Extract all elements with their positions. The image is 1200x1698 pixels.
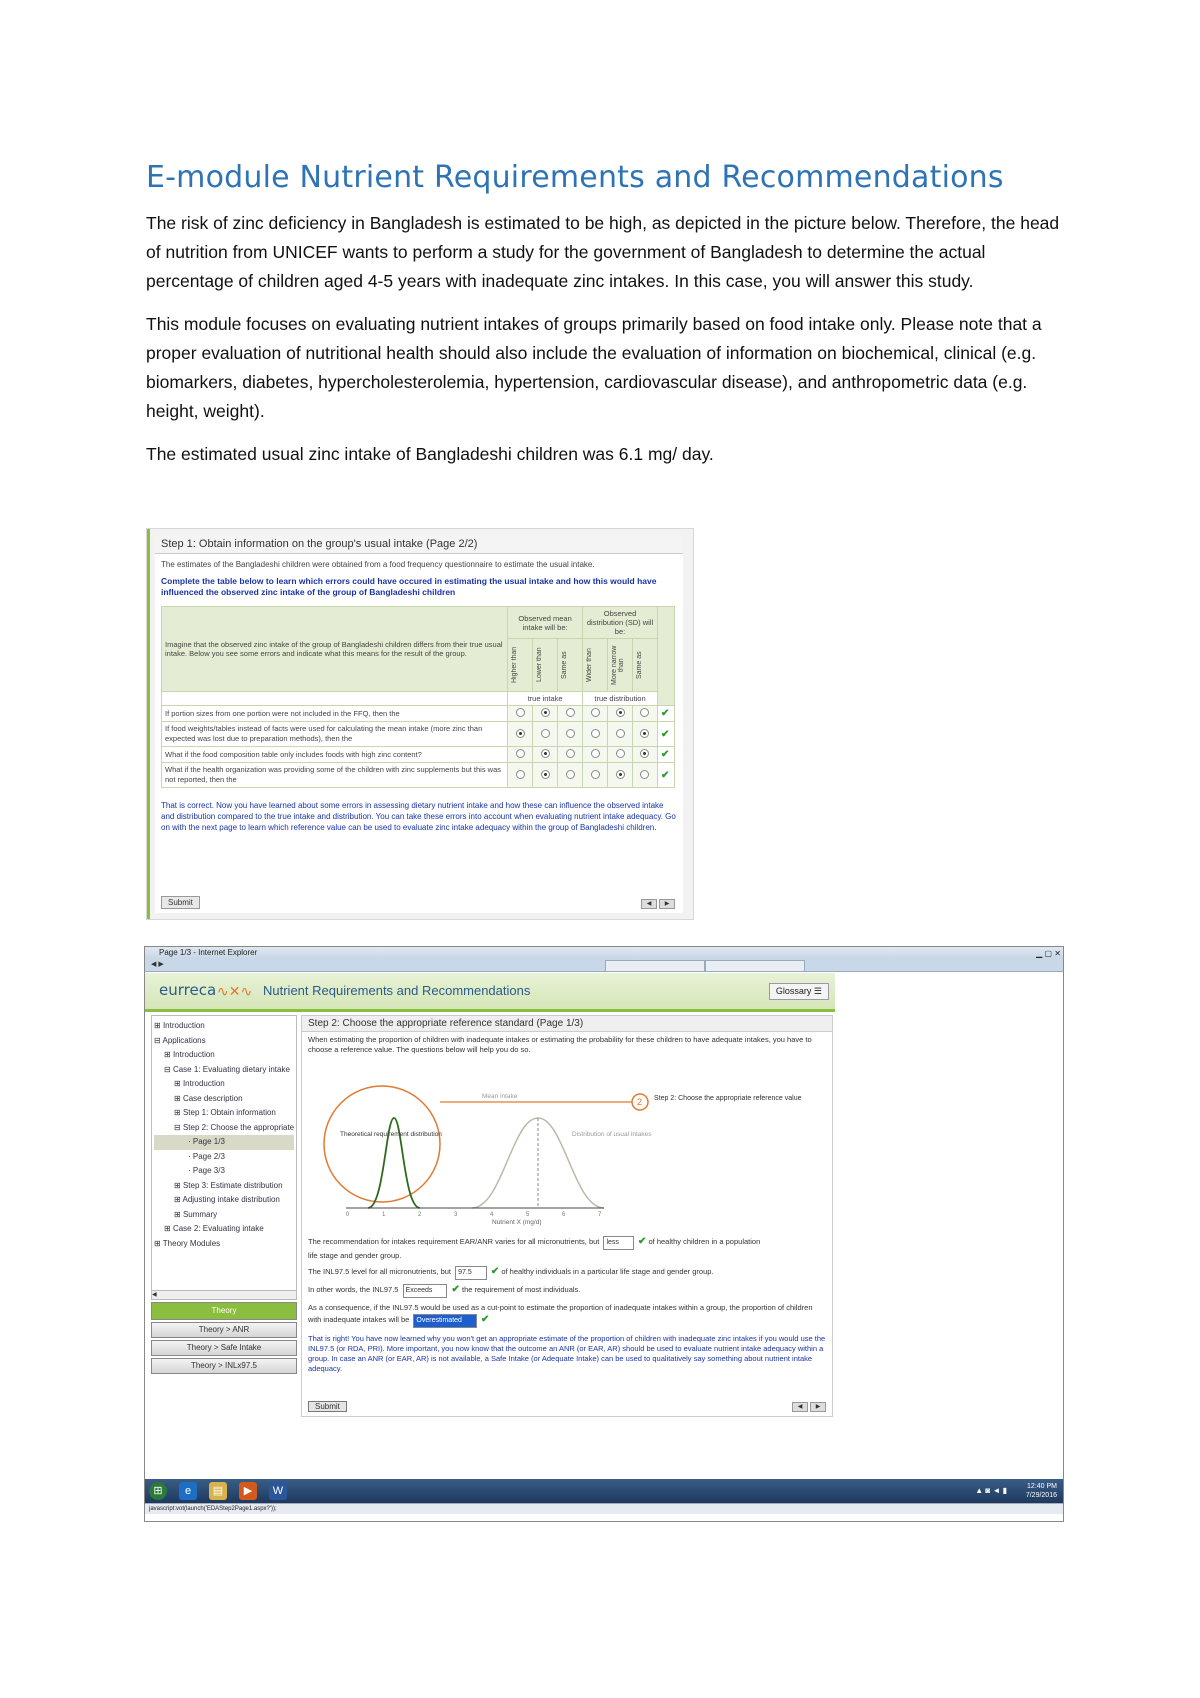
screenshot-step1 — [146, 528, 694, 920]
question-3: In other words, the INL97.5 Exceeds ✔ the requirement of most individuals. — [302, 1284, 832, 1298]
table-header-question: Imagine that the observed zinc intake of the group of Bangladeshi children differs from their true usual intake. Below you see some errors and indicate what this means for the result of the group. — [162, 607, 508, 692]
sub-label: Same as — [636, 651, 643, 679]
q2-dropdown[interactable]: 97.5 — [455, 1266, 487, 1280]
radio-option[interactable] — [616, 729, 625, 738]
tree-item[interactable]: ⊞ Step 3: Estimate distribution — [174, 1180, 283, 1190]
check-icon: ✔ — [660, 708, 670, 719]
q3-dropdown[interactable]: Exceeds — [403, 1284, 448, 1298]
step1-submit-button[interactable]: Submit — [161, 896, 200, 909]
x-tick: 2 — [418, 1212, 422, 1218]
tree-item-selected[interactable]: · Page 1/3 — [154, 1135, 294, 1150]
word-icon[interactable]: W — [269, 1482, 287, 1500]
question-1: The recommendation for intakes requirement EAR/ANR varies for all micronutrients, but less ✔ of healthy children in a population life stage and gender group. — [308, 1236, 761, 1260]
theory-button[interactable]: Theory — [151, 1302, 297, 1320]
x-tick: 0 — [346, 1212, 350, 1218]
glossary-label: Glossary — [775, 986, 812, 996]
paragraph-zinc-intake: The estimated usual zinc intake of Bangladeshi children was 6.1 mg/ day. — [146, 444, 714, 464]
step1-title: Step 1: Obtain information on the group's usual intake (Page 2/2) — [155, 535, 683, 554]
tree-item[interactable]: ⊞ Step 1: Obtain information — [174, 1108, 276, 1117]
radio-option[interactable] — [566, 749, 575, 758]
next-page-icon[interactable]: ▶ — [659, 899, 675, 909]
taskbar-clock[interactable] — [1026, 1482, 1057, 1500]
document-body — [146, 160, 1066, 483]
radio-option[interactable] — [541, 729, 550, 738]
content-pager — [790, 1402, 826, 1412]
step1-panel — [155, 535, 683, 913]
radio-option[interactable] — [591, 729, 600, 738]
table-row — [162, 763, 675, 788]
system-tray-icons[interactable]: ▲ ◙ ◄ ▮ — [975, 1486, 1007, 1495]
radio-option[interactable] — [541, 708, 550, 717]
radio-option[interactable] — [616, 708, 625, 717]
theory-inl-button[interactable]: Theory > INLx97.5 — [151, 1358, 297, 1374]
row-question: If food weights/tables instead of facts were used for calculating the mean intake (more zinc than expected was lost due to preparation methods), then the — [162, 722, 508, 747]
check-icon: ✔ — [481, 1314, 490, 1325]
status-url: javascript:vot(launch('EDAStep2Page1.aspx?')); — [149, 1506, 277, 1512]
tree-item[interactable]: ⊞ Theory Modules — [154, 1238, 221, 1248]
content-submit-button[interactable]: Submit — [308, 1401, 347, 1412]
back-forward-icon[interactable]: ◀ ▶ — [151, 961, 164, 968]
paragraph-intro: The risk of zinc deficiency in Bangladesh is estimated to be high, as depicted in the picture below. Therefore, the head of nutrition from UNICEF wants to perform a study for the government of Bangladesh to determine the actual percentage of children aged 4-5 years with inadequate zinc intakes. In this case, you will answer this study. — [146, 213, 1060, 291]
browser-statusbar — [145, 1503, 1064, 1514]
row-question: If portion sizes from one portion were not included in the FFQ, then the — [162, 706, 508, 722]
app-header — [145, 973, 835, 1012]
sub-label: Lower than — [536, 647, 544, 683]
theory-safe-intake-button[interactable]: Theory > Safe Intake — [151, 1340, 297, 1356]
radio-option[interactable] — [516, 770, 525, 779]
radio-option[interactable] — [640, 770, 649, 779]
q1-dropdown[interactable]: less — [603, 1236, 633, 1250]
next-page-icon[interactable]: ▶ — [810, 1402, 826, 1412]
radio-option[interactable] — [640, 708, 649, 717]
app-title: Nutrient Requirements and Recommendations — [263, 983, 531, 998]
browser-tab[interactable] — [705, 960, 805, 972]
x-tick: 4 — [490, 1212, 494, 1218]
document-heading: E-module Nutrient Requirements and Recommendations — [146, 160, 1004, 195]
tree-item[interactable]: ⊟ Applications — [154, 1035, 206, 1045]
step1-intro: The estimates of the Bangladeshi children were obtained from a food frequency questionnaire to estimate the usual intake. — [161, 560, 595, 569]
browser-toolbar — [145, 959, 1063, 972]
content-intro: When estimating the proportion of children with inadequate intakes or estimating the probability for these children to have adequate intakes, you have to choose a reference value. The questions below will help you do so. — [308, 1035, 812, 1054]
zoom-circle — [324, 1086, 440, 1202]
accent-bar — [147, 529, 150, 919]
error-table — [161, 606, 675, 788]
q4-dropdown[interactable]: Overestimated — [413, 1314, 477, 1328]
theoretical-label: Theoretical requirement distribution — [340, 1131, 442, 1138]
tree-item[interactable]: ⊞ Summary — [174, 1209, 218, 1219]
browser-tab[interactable] — [605, 960, 705, 972]
group-label-sd: Observed distribution (SD) will be: — [583, 607, 658, 639]
media-player-icon[interactable]: ▶ — [239, 1482, 257, 1500]
folder-icon[interactable]: ▤ — [209, 1482, 227, 1500]
x-axis-label: Nutrient X (mg/d) — [492, 1219, 542, 1226]
tree-item[interactable]: · Page 3/3 — [188, 1166, 225, 1175]
tree-item[interactable]: ⊞ Case 2: Evaluating intake — [164, 1224, 264, 1233]
check-icon: ✔ — [660, 749, 670, 760]
windows-taskbar — [145, 1479, 1063, 1503]
radio-option[interactable] — [516, 708, 525, 717]
radio-option[interactable] — [566, 729, 575, 738]
check-icon: ✔ — [490, 1266, 500, 1277]
table-row — [162, 747, 675, 763]
logo-swirl-icon: ∿✕∿ — [217, 983, 253, 999]
marker-label: Mean intake — [482, 1093, 518, 1100]
x-tick: 6 — [562, 1212, 566, 1218]
step1-instruction: Complete the table below to learn which errors could have occured in estimating the usual intake and how this would have influenced the observed zinc intake of the group of Bangladeshi children — [161, 576, 657, 597]
check-icon: ✔ — [451, 1284, 460, 1295]
radio-option[interactable] — [541, 770, 550, 779]
content-panel — [301, 1015, 833, 1417]
radio-option[interactable] — [516, 749, 525, 758]
tree-scrollbar[interactable]: ◀ — [151, 1291, 297, 1300]
prev-page-icon[interactable]: ◀ — [792, 1402, 808, 1412]
clock-date: 7/29/2016 — [1025, 1492, 1057, 1499]
paragraph-module-focus: This module focuses on evaluating nutrient intakes of groups primarily based on food intake only. Please note that a proper evaluation of nutritional health should also include the evaluation of information on biochemical, clinical (e.g. biomarkers, diabetes, hypercholesterolemia, hypertension, cardiovascular disease), and anthropometric data (e.g. height, weight). — [146, 314, 1042, 421]
requirement-diagram — [302, 1058, 830, 1236]
glossary-button[interactable] — [769, 983, 829, 1000]
prev-page-icon[interactable]: ◀ — [641, 899, 657, 909]
content-feedback: That is right! You have now learned why you won't get an appropriate estimate of the proportion of children with inadequate zinc intakes if you would use the INL97.5 (or RDA, PRI). More important, you now know that the outcome an ANR (or EAR, AR) should be used to evaluate nutrient intake adequacy within a group. In case an ANR (or EAR, AR) is not available, a Safe Intake (or Adequate Intake) can be used to qualitatively say something about nutrient intake adequacy. — [308, 1334, 826, 1373]
footer-label-true-intake: true intake — [508, 692, 583, 706]
list-icon: ☰ — [813, 986, 822, 996]
step1-feedback: That is correct. Now you have learned about some errors in assessing dietary nutrient intake and how these can influence the observed intake and distribution compared to the true intake and distribution. You can take these errors into account when evaluating nutrient intake adequacy. Go on with the next page to learn which reference value can be used to evaluate zinc intake adequacy within the group of Bangladeshi children. — [161, 801, 676, 832]
screenshot-step2 — [144, 946, 1064, 1522]
radio-option[interactable] — [591, 770, 600, 779]
tree-item[interactable]: ⊞ Introduction — [174, 1079, 225, 1088]
row-question: What if the food composition table only includes foods with high zinc content? — [162, 747, 508, 763]
step1-pager — [639, 898, 675, 909]
table-row — [162, 706, 675, 722]
tree-item[interactable]: ⊟ Step 2: Choose the appropriate — [174, 1122, 295, 1132]
radio-option[interactable] — [541, 749, 550, 758]
eurreca-logo: eurreca — [159, 981, 217, 999]
window-title: Page 1/3 - Internet Explorer — [159, 948, 258, 957]
question-4: As a consequence, if the INL97.5 would be used as a cut-point to estimate the proportion of inadequate intakes within a group, the proportion of children with inadequate intakes will be Overestimated ✔ — [302, 1302, 832, 1328]
radio-option[interactable] — [616, 749, 625, 758]
radio-option[interactable] — [591, 708, 600, 717]
radio-option[interactable] — [566, 708, 575, 717]
step-number: 2 — [637, 1097, 643, 1107]
sub-label: Higher than — [511, 646, 519, 684]
eurreca-app — [145, 973, 835, 1419]
tree-item[interactable]: ⊞ Case description — [174, 1093, 243, 1103]
question-2: The INL97.5 level for all micronutrients, but 97.5 ✔ of healthy individuals in a particular life stage and gender group. — [302, 1266, 832, 1280]
radio-option[interactable] — [566, 770, 575, 779]
distribution-label: Distribution of usual intakes — [572, 1131, 652, 1138]
x-ticks — [346, 1212, 602, 1218]
sub-label: Same as — [561, 651, 569, 679]
sidebar — [151, 1015, 297, 1415]
radio-option[interactable] — [591, 749, 600, 758]
sub-label: Wider than — [586, 648, 594, 682]
window-controls[interactable]: ▁ ▢ ✕ — [1036, 949, 1061, 958]
navigation-tree — [151, 1015, 297, 1291]
x-tick: 1 — [382, 1212, 386, 1218]
radio-option[interactable] — [640, 749, 649, 758]
footer-label-true-distribution: true distribution — [583, 692, 658, 706]
step-label: Step 2: Choose the appropriate reference value — [654, 1095, 802, 1102]
x-tick: 5 — [526, 1212, 530, 1218]
content-title: Step 2: Choose the appropriate reference standard (Page 1/3) — [302, 1016, 832, 1032]
theory-anr-button[interactable]: Theory > ANR — [151, 1322, 297, 1338]
radio-option[interactable] — [516, 729, 525, 738]
clock-time: 12:40 PM — [1027, 1483, 1057, 1490]
table-row — [162, 722, 675, 747]
sub-label: More narrow than — [611, 645, 626, 685]
internet-explorer-icon[interactable]: e — [179, 1482, 197, 1500]
x-tick: 3 — [454, 1212, 458, 1218]
radio-option[interactable] — [616, 770, 625, 779]
group-label-mean: Observed mean intake will be: — [508, 607, 583, 639]
tree-item[interactable]: ⊟ Case 1: Evaluating dietary intake — [164, 1064, 290, 1074]
tree-item[interactable]: ⊞ Introduction — [154, 1021, 205, 1030]
check-icon: ✔ — [638, 1236, 647, 1247]
start-button-icon[interactable]: ⊞ — [149, 1482, 167, 1500]
tree-item[interactable]: · Page 2/3 — [188, 1151, 225, 1161]
x-tick: 7 — [598, 1212, 602, 1218]
row-question: What if the health organization was providing some of the children with zinc supplements but this was not reported, then the — [162, 763, 508, 788]
browser-titlebar — [145, 947, 1063, 959]
tree-item[interactable]: ⊞ Introduction — [164, 1050, 215, 1059]
check-icon: ✔ — [660, 769, 670, 781]
tree-item[interactable]: ⊞ Adjusting intake distribution — [174, 1195, 280, 1204]
radio-option[interactable] — [640, 729, 649, 738]
check-icon: ✔ — [660, 728, 670, 740]
